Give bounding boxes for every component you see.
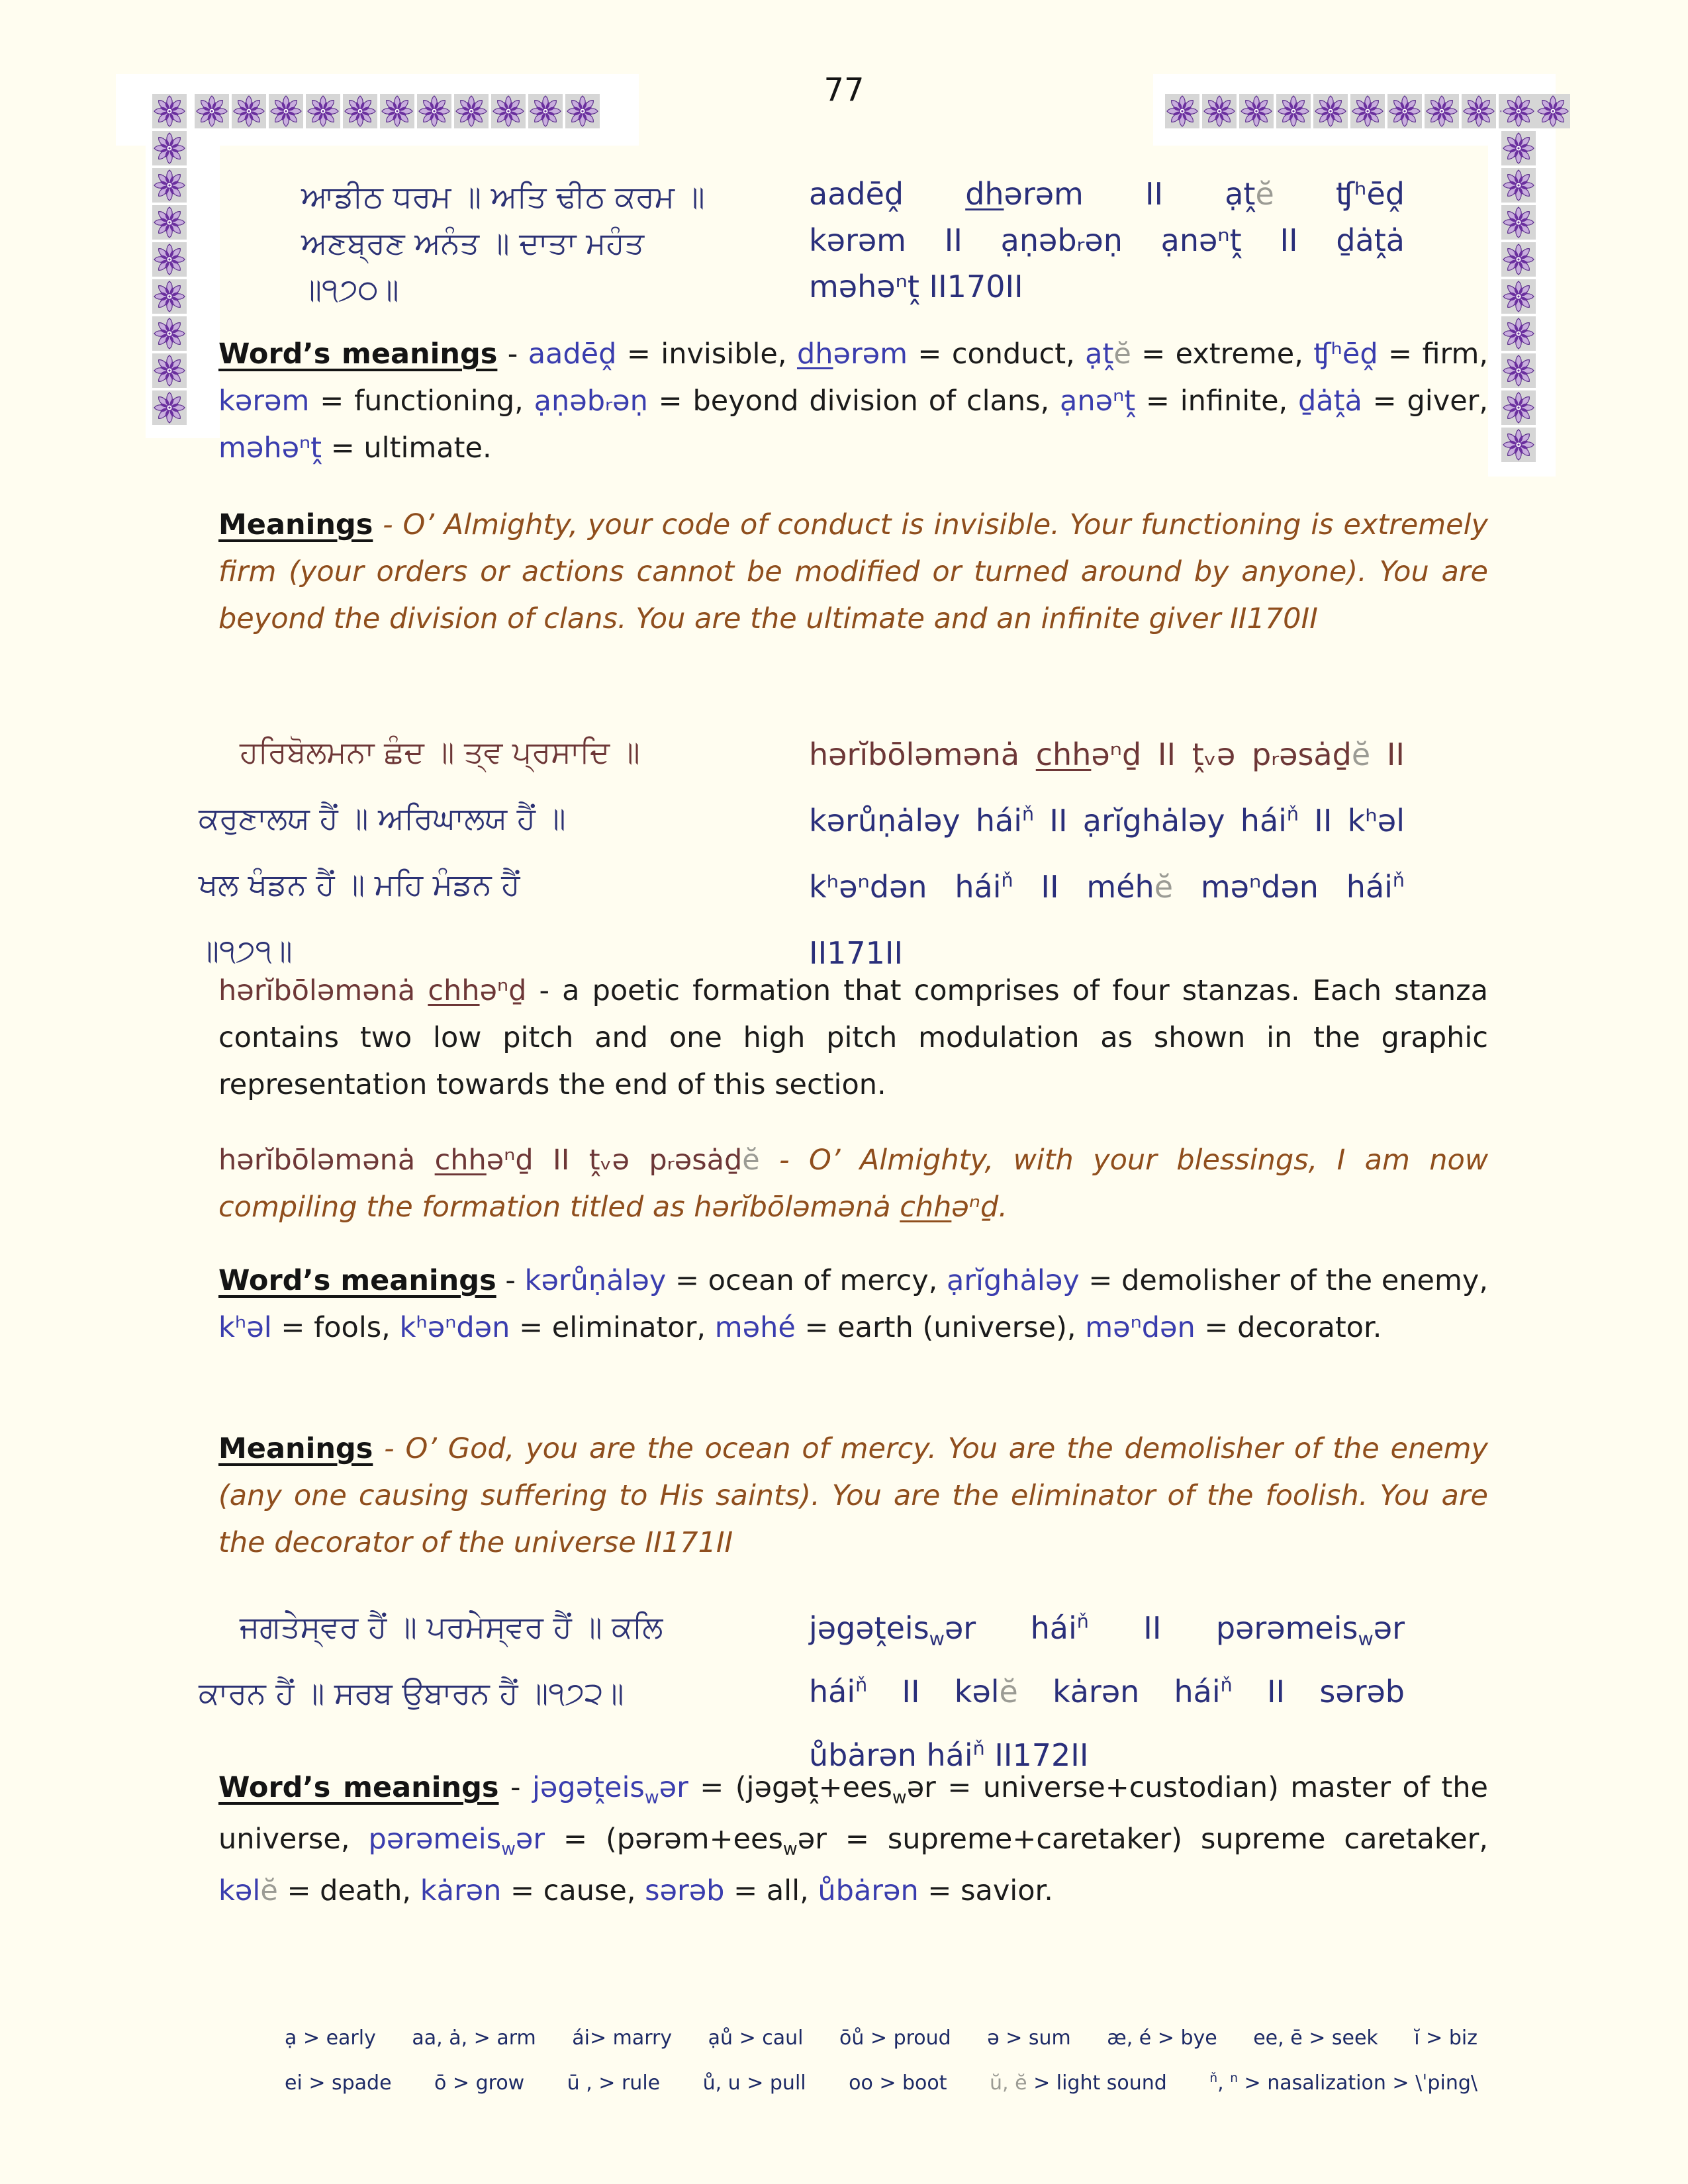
- legend-entry: ei > spade: [285, 2071, 392, 2095]
- transliterated-term: ḏȧṱȧ: [1298, 385, 1362, 418]
- legend-entry: ō > grow: [434, 2071, 525, 2095]
- meanings-170: [218, 502, 1488, 643]
- legend-entry: ů, u > pull: [702, 2071, 806, 2095]
- verse-171-gurmukhi-header: ਹਰਿਬੋਲਮਨਾ ਛੰਦ ॥ ਤ੍ਵ ਪ੍ਰਸਾਦਿ ॥: [240, 734, 640, 770]
- verse-170-gurmukhi: [301, 173, 705, 312]
- verse-171-translit-header: hərĭbōləmənȧ chhəⁿḏ II ṱᵥə pᵣəsȧḏĕ II: [809, 737, 1405, 772]
- verse-172-gurmukhi: [199, 1594, 663, 1726]
- flower-icon: [1501, 353, 1536, 388]
- flower-ornament: [1501, 279, 1536, 314]
- transliteration-line: aadēḓ dhərəm II ạṱĕ ʧʰēḓ: [809, 176, 1405, 212]
- meanings-label: Meanings: [218, 508, 373, 541]
- gurmukhi-line: ਖਲ ਖੰਡਨ ਹੈਂ ॥ ਮਹਿ ਮੰਡਨ ਹੈਂ: [199, 866, 520, 902]
- legend-entry: æ, é > bye: [1107, 2026, 1217, 2050]
- flower-border-right-column: [1500, 93, 1537, 463]
- word-meanings-label: Word’s meanings: [218, 338, 498, 371]
- flower-icon: [152, 316, 187, 351]
- blessing-note: [218, 1137, 1488, 1231]
- flower-border-left-column: [151, 93, 188, 426]
- translation-text: - O’ Almighty, your code of conduct is invisible. Your functioning is extremely firm (your orders or actions cannot be modified or turned around by anyone). You are beyond the division of clans. You are the ultimate and an infinite giver II170II: [218, 508, 1489, 635]
- transliterated-term: kərəm: [218, 385, 310, 418]
- flower-ornament: [152, 353, 187, 388]
- transliteration-line: kərəm II ạṇəbᵣəṇ ạnəⁿṱ II ḏȧṱȧ: [809, 222, 1405, 258]
- flower-icon: [152, 353, 187, 388]
- flower-icon: [152, 168, 187, 203]
- meanings-label: Meanings: [218, 1432, 373, 1465]
- gurmukhi-line: ਅਣਬ੍ਰਣ ਅਨੰਤ ॥ ਦਾਤਾ ਮਹੰਤ: [301, 225, 645, 261]
- legend-entry: $^ň$, $^n$ > nasalization > \ˈping\: [1209, 2071, 1477, 2095]
- flower-icon: [1501, 316, 1536, 351]
- gurmukhi-line: ਕਰੁਣਾਲਯ ਹੈਂ ॥ ਅਰਿਘਾਲਯ ਹੈਂ ॥: [199, 800, 566, 836]
- meanings-171: [218, 1426, 1488, 1567]
- note-text: - a poetic formation that comprises of four stanzas. Each stanza contains two low pitch and one high pitch modulation as shown in the graphic representation towards the end of this section.: [218, 974, 1488, 1101]
- flower-icon: [1501, 242, 1536, 277]
- flower-icon: [1501, 205, 1536, 240]
- legend-entry: ạ > early: [285, 2026, 376, 2050]
- transliterated-term: kərůṇȧləy: [524, 1264, 667, 1297]
- transliterated-term: ůbȧrən: [818, 1874, 919, 1907]
- flower-icon: [1501, 131, 1536, 165]
- flower-ornament: [152, 316, 187, 351]
- transliteration-line: hái$^ň$ II kəlĕ kȧrən hái$^ň$ II sərəb: [809, 1674, 1405, 1709]
- transliterated-term: ạṇəbᵣəṇ: [534, 385, 648, 418]
- flower-ornament: [1501, 131, 1536, 165]
- verse-171-translit-lines: [809, 788, 1405, 986]
- transliterated-term: ʧʰēḓ: [1313, 338, 1378, 371]
- transliteration-line: kərůṇȧləy hái$^ň$ II ạrĭghȧləy hái$^ň$ II kʰəl: [809, 803, 1405, 839]
- gurmukhi-line: ਕਾਰਨ ਹੈਂ ॥ ਸਰਬ ਉਬਾਰਨ ਹੈਂ ॥੧੭੨॥: [199, 1675, 624, 1711]
- flower-icon: [1501, 390, 1536, 425]
- flower-icon: [1501, 168, 1536, 203]
- legend-entry: ə > sum: [987, 2026, 1071, 2050]
- flower-ornament: [152, 205, 187, 240]
- legend-entry: aa, ȧ, > arm: [412, 2026, 536, 2050]
- verse-172-transliteration: [809, 1596, 1405, 1787]
- verse-171-gurmukhi-lines: [199, 785, 640, 983]
- legend-entry: ĭ > biz: [1414, 2026, 1477, 2050]
- word-meanings-label: Word’s meanings: [218, 1264, 496, 1297]
- transliterated-term: sərəb: [645, 1874, 725, 1907]
- flower-ornament: [1501, 428, 1536, 462]
- page-number: 77: [823, 71, 865, 109]
- legend-entry: ee, ē > seek: [1253, 2026, 1378, 2050]
- flower-icon: [1501, 279, 1536, 314]
- flower-icon: [152, 390, 187, 425]
- flower-ornament: [152, 279, 187, 314]
- transliterated-term: məhəⁿṱ: [218, 432, 322, 465]
- gurmukhi-line: ॥੧੭੦॥: [301, 271, 399, 307]
- transliterated-term: ạṱĕ: [1085, 338, 1131, 371]
- verse-172-gurmukhi-lines: [199, 1594, 663, 1726]
- flower-ornament: [152, 242, 187, 277]
- legend-entry: ŭ, ĕ > light sound: [990, 2071, 1167, 2095]
- transliteration-line: məhəⁿṱ II170II: [809, 269, 1023, 304]
- transliterated-term: kəlĕ: [218, 1874, 278, 1907]
- verse-171-transliteration: [809, 721, 1405, 986]
- flower-icon: [152, 279, 187, 314]
- gurmukhi-line: ॥੧੭੧॥: [199, 933, 293, 968]
- chhand-name: hərĭbōləmənȧ chhəⁿḏ II ṱᵥə pᵣəsȧḏĕ: [218, 1144, 760, 1177]
- transliterated-term: pərəmeis$_w$ər: [368, 1823, 545, 1860]
- verse-170-transliteration: [809, 171, 1405, 310]
- legend-entry: ū , > rule: [567, 2071, 661, 2095]
- transliterated-term: ạnəⁿṱ: [1060, 385, 1136, 418]
- transliterated-term: aadēḓ: [528, 338, 617, 371]
- word-meanings-172: Word’s meanings - jəgəṱeis$_w$ər = (jəgəṱ+ees$_w$ər = universe+custodian) master of the universe, pərəmeis$_w$ər = (pərəm+ees$_w$ər = supreme+caretaker) supreme caretaker, kəlĕ = death, kȧrən = cause, sərəb = all, ůbȧrən = savior.: [218, 1771, 1488, 1907]
- transliterated-term: məhé: [714, 1311, 796, 1344]
- verse-171-gurmukhi: [199, 719, 640, 983]
- flower-icon: [152, 242, 187, 277]
- flower-icon: [152, 131, 187, 165]
- translation-text: - O’ God, you are the ocean of mercy. You are the demolisher of the enemy (any one causing suffering to His saints). You are the eliminator of the foolish. You are the decorator of the universe II171II: [218, 1432, 1489, 1559]
- legend-entry: ōů > proud: [839, 2026, 951, 2050]
- flower-ornament: [1501, 168, 1536, 203]
- transliteration-line: jəgəṱeis$_w$ər hái$^ň$ II pərəmeis$_w$ər: [809, 1610, 1405, 1651]
- transliterated-term: jəgəṱeis$_w$ər: [532, 1771, 688, 1808]
- flower-ornament: [152, 168, 187, 203]
- flower-icon: [152, 205, 187, 240]
- word-meanings-171: Word’s meanings - kərůṇȧləy = ocean of mercy, ạrĭghȧləy = demolisher of the enemy, kʰəl = fools, kʰəⁿdən = eliminator, məhé = earth (universe), məⁿdən = decorator.: [218, 1264, 1488, 1344]
- flower-ornament: [152, 131, 187, 165]
- word-meanings-170: Word’s meanings - aadēḓ = invisible, dhərəm = conduct, ạṱĕ = extreme, ʧʰēḓ = firm, kərəm = functioning, ạṇəbᵣəṇ = beyond division of clans, ạnəⁿṱ = infinite, ḏȧṱȧ = giver, məhəⁿṱ = ultimate.: [218, 338, 1489, 465]
- flower-ornament: [1501, 205, 1536, 240]
- flower-ornament: [1501, 316, 1536, 351]
- flower-ornament: [1501, 242, 1536, 277]
- legend-row-1: [285, 2026, 1477, 2050]
- flower-icon: [1501, 428, 1536, 462]
- transliterated-term: ạrĭghȧləy: [947, 1264, 1080, 1297]
- legend-entry: ái> marry: [572, 2026, 673, 2050]
- chhand-explanation: [218, 968, 1488, 1109]
- transliterated-term: kʰəl: [218, 1311, 272, 1344]
- flower-ornament: [152, 390, 187, 425]
- transliteration-line: kʰəⁿdən hái$^ň$ II méhĕ məⁿdən hái$^ň$: [809, 869, 1405, 905]
- transliterated-term: məⁿdən: [1085, 1311, 1196, 1344]
- legend-entry: ạů > caul: [708, 2026, 804, 2050]
- legend-entry: oo > boot: [849, 2071, 947, 2095]
- gurmukhi-line: ਜਗਤੇਸ੍ਵਰ ਹੈਂ ॥ ਪਰਮੇਸ੍ਵਰ ਹੈਂ ॥ ਕਲਿ: [240, 1609, 663, 1645]
- flower-ornament: [1501, 353, 1536, 388]
- transliterated-term: kʰəⁿdən: [399, 1311, 510, 1344]
- transliterated-term: dhərəm: [796, 338, 908, 371]
- transliterated-term: kȧrən: [420, 1874, 502, 1907]
- transliteration-line: ůbȧrən hái$^ň$ II172II: [809, 1737, 1089, 1773]
- flower-ornament: [1501, 390, 1536, 425]
- note-text: - O’ Almighty, with your blessings, I am now compiling the formation titled as hərĭbōləmənȧ chhəⁿḏ.: [218, 1144, 1488, 1224]
- chhand-name: hərĭbōləmənȧ chhəⁿḏ: [218, 974, 527, 1007]
- word-meanings-label: Word’s meanings: [218, 1771, 499, 1804]
- transliteration-line: II171II: [809, 935, 904, 971]
- gurmukhi-line: ਆਡੀਠ ਧਰਮ ॥ ਅਤਿ ਢੀਠ ਕਰਮ ॥: [301, 179, 705, 214]
- legend-row-2: [285, 2071, 1477, 2095]
